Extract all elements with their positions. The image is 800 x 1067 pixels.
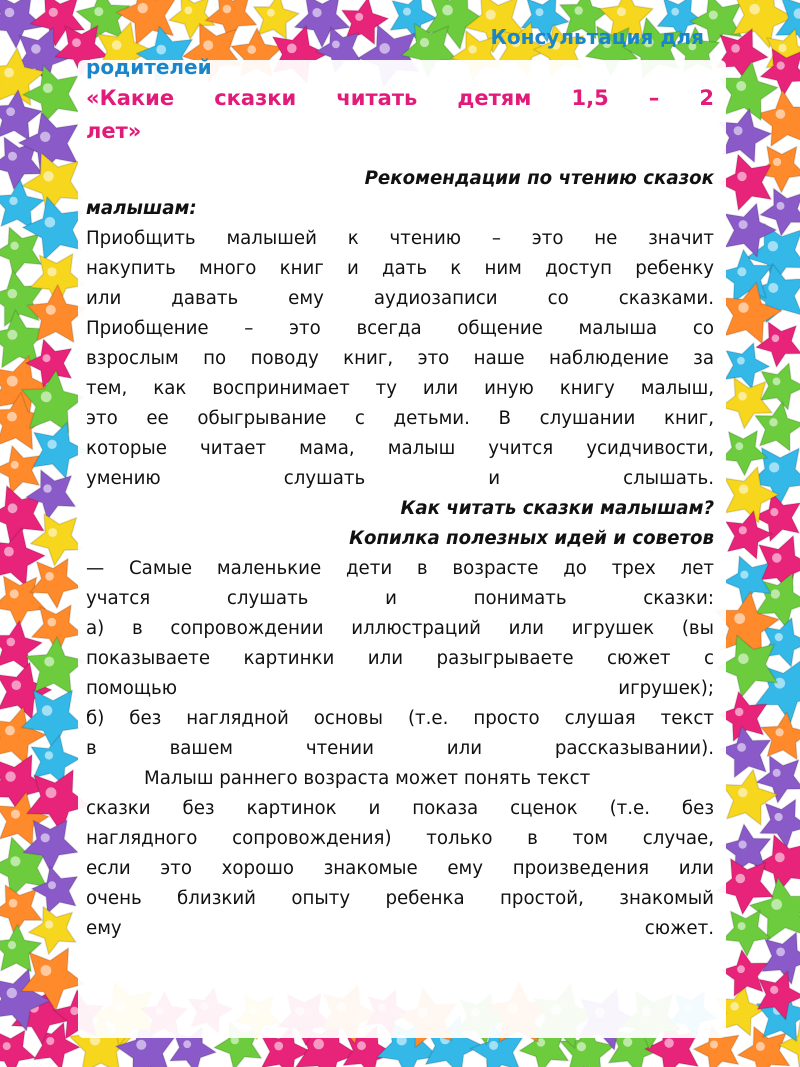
star-highlight — [575, 6, 583, 14]
star-highlight — [31, 44, 41, 54]
star-highlight — [776, 109, 786, 119]
star-highlight — [70, 1007, 78, 1015]
star-highlight — [43, 354, 51, 362]
star-highlight — [671, 8, 679, 16]
recommendations-line-1: Рекомендации по чтению сказок — [364, 168, 714, 189]
recommendations-line-2: малышам: — [86, 198, 197, 219]
star-highlight — [756, 1042, 765, 1051]
star-highlight — [770, 986, 778, 994]
paragraph-3-line: ему сюжет. — [86, 918, 714, 939]
star-highlight — [739, 485, 748, 494]
star-highlight — [771, 899, 782, 910]
star-highlight — [738, 302, 748, 312]
star-highlight — [41, 833, 50, 842]
star-highlight — [773, 378, 781, 386]
star-highlight — [11, 680, 21, 690]
star-highlight — [43, 484, 51, 492]
star-highlight — [617, 7, 626, 16]
star-highlight — [737, 743, 746, 752]
star-highlight — [47, 440, 56, 449]
star-highlight — [737, 965, 745, 973]
star-highlight — [738, 392, 747, 401]
star-highlight — [769, 462, 779, 472]
star-highlight — [45, 920, 53, 928]
star-highlight — [737, 357, 745, 365]
star-highlight — [738, 788, 747, 797]
star-highlight — [10, 589, 19, 598]
star-highlight — [4, 547, 14, 557]
star-highlight — [355, 13, 363, 21]
paragraph-1-line: взрослым по поводу книг, это наше наблюдение за — [86, 348, 714, 369]
star-highlight — [710, 1041, 718, 1049]
star-highlight — [11, 461, 19, 469]
star-highlight — [357, 1041, 366, 1050]
star-highlight — [46, 305, 56, 315]
star-highlight — [775, 633, 783, 641]
star-highlight — [9, 197, 17, 205]
paragraph-3-line: сказки без картинок и показа сценок (т.е. без — [86, 798, 714, 819]
star-highlight — [46, 787, 57, 798]
star-highlight — [4, 68, 14, 78]
star-highlight — [45, 572, 54, 581]
star-highlight — [709, 11, 718, 20]
paragraph-2-line: а) в сопровождении иллюстраций или игрушек (вы — [86, 618, 714, 639]
star-highlight — [664, 1038, 673, 1047]
paragraph-1-line: умению слушать и слышать. — [86, 468, 714, 489]
paragraph-1-line: тем, как воспринимает ту или иную книгу малыш, — [86, 378, 714, 399]
paragraph-1-line: которые читает мама, малыш учится усидчивости, — [86, 438, 714, 459]
recommendations-heading — [86, 164, 714, 224]
star-highlight — [737, 172, 746, 181]
star-highlight — [577, 1042, 586, 1051]
star-highlight — [41, 391, 52, 402]
star-highlight — [49, 8, 58, 17]
paragraph-2-line: — Самые маленькие дети в возрасте до трех лет — [86, 558, 714, 579]
star-highlight — [736, 874, 746, 884]
star-highlight — [738, 922, 746, 930]
star-highlight — [772, 553, 782, 563]
star-highlight — [43, 171, 53, 181]
star-highlight — [779, 44, 787, 52]
paragraph-3-line: если это хорошо знакомые ему произведения или — [86, 858, 714, 879]
star-highlight — [739, 220, 748, 229]
star-highlight — [7, 638, 16, 647]
star-highlight — [735, 442, 743, 450]
star-highlight — [489, 1041, 498, 1050]
star-highlight — [3, 1042, 11, 1050]
star-highlight — [94, 7, 103, 16]
star-icon — [721, 431, 768, 476]
star-highlight — [138, 3, 148, 13]
star-highlight — [7, 330, 17, 340]
document-body — [86, 22, 714, 944]
star-icon — [0, 270, 44, 326]
document-title — [86, 82, 714, 148]
star-highlight — [775, 813, 783, 821]
star-highlight — [486, 10, 496, 20]
star-icon — [761, 363, 800, 410]
star-highlight — [10, 856, 20, 866]
star-highlight — [8, 152, 17, 161]
star-highlight — [267, 9, 275, 17]
paragraph-3-line: очень близкий опыту ребенка простой, знакомый — [86, 888, 714, 909]
star-highlight — [739, 841, 747, 849]
star-highlight — [5, 8, 15, 18]
star-highlight — [776, 948, 785, 957]
star-highlight — [185, 6, 193, 14]
star-highlight — [768, 241, 778, 251]
paragraph-2-line: показываете картинки или разыгрываете сюжет с — [86, 648, 714, 669]
star-highlight — [773, 769, 781, 777]
paragraph-2-line: помощью игрушек); — [86, 678, 714, 699]
star-highlight — [735, 708, 743, 716]
subheading-ideas: Копилка полезных идей и советов — [349, 528, 714, 549]
paragraph-1-line: Приобщение – это всегда общение малыша со — [86, 318, 714, 339]
star-highlight — [7, 376, 18, 387]
star-highlight — [8, 503, 18, 513]
star-highlight — [6, 107, 15, 116]
star-highlight — [46, 1037, 54, 1045]
star-highlight — [5, 771, 15, 781]
paragraph-2-line: б) без наглядной основы (т.е. просто слушая текст — [86, 708, 714, 729]
star-highlight — [749, 4, 760, 15]
paragraph-1-line: накупить много книг и дать к ним доступ ребенку — [86, 258, 714, 279]
paragraph-3-line: наглядного сопровождения) только в том случае, — [86, 828, 714, 849]
star-highlight — [40, 132, 50, 142]
star-highlight — [731, 44, 740, 53]
star-highlight — [136, 1040, 146, 1050]
star-highlight — [772, 335, 780, 343]
star-highlight — [775, 853, 785, 863]
star-highlight — [43, 83, 53, 93]
star-highlight — [10, 242, 18, 250]
star-highlight — [536, 8, 544, 16]
star-highlight — [313, 1039, 324, 1050]
star-highlight — [442, 5, 453, 16]
star-highlight — [8, 941, 16, 949]
star-highlight — [738, 654, 749, 665]
star-highlight — [45, 751, 53, 759]
star-highlight — [734, 126, 743, 135]
star-highlight — [8, 289, 18, 299]
star-highlight — [740, 571, 748, 579]
paragraph-1-line: или давать ему аудиозаписи со сказками. — [86, 288, 714, 309]
star-highlight — [739, 526, 747, 534]
star-highlight — [45, 217, 56, 228]
heading — [86, 22, 714, 82]
star-highlight — [274, 1042, 283, 1051]
paragraph-1-line: это ее обыгрывание с детьми. В слушании книг, — [86, 408, 714, 429]
star-highlight — [5, 726, 15, 736]
star-highlight — [770, 508, 778, 516]
heading-line-2: родителей — [86, 55, 212, 79]
title-line-2: лет» — [86, 119, 142, 143]
star-highlight — [736, 81, 746, 91]
star-highlight — [72, 38, 81, 47]
star-highlight — [11, 810, 20, 819]
star-highlight — [44, 657, 54, 667]
star-highlight — [7, 412, 17, 422]
star-icon — [723, 910, 771, 956]
star-highlight — [777, 202, 785, 210]
star-highlight — [768, 283, 778, 293]
paragraph-1 — [86, 224, 714, 494]
star-highlight — [777, 62, 785, 70]
star-highlight — [312, 8, 321, 17]
star-highlight — [9, 899, 18, 908]
star-highlight — [773, 158, 781, 166]
paragraph-3-line: Малыш раннего возраста может понять текст — [144, 768, 591, 789]
star-highlight — [776, 728, 784, 736]
paragraph-2-line: в вашем чтении или рассказывании). — [86, 738, 714, 759]
star-highlight — [730, 1002, 738, 1010]
star-highlight — [48, 528, 57, 537]
paragraph-3 — [86, 764, 714, 944]
star-highlight — [42, 705, 53, 716]
paragraph-2-line: учатся слушать и понимать сказки: — [86, 588, 714, 609]
star-highlight — [47, 267, 56, 276]
star-highlight — [737, 267, 746, 276]
star-highlight — [7, 988, 17, 998]
star-highlight — [734, 613, 745, 624]
star-icon — [762, 932, 800, 984]
star-highlight — [403, 8, 411, 16]
paragraph-1-line: Приобщить малышей к чтению – это не значит — [86, 228, 714, 249]
star-highlight — [41, 965, 52, 976]
heading-line-1: Консультация для — [490, 25, 704, 49]
star-highlight — [223, 5, 232, 14]
star-highlight — [623, 1038, 632, 1047]
title-line-1: «Какие сказки читать детям 1,5 – 2 — [86, 86, 714, 110]
star-highlight — [48, 618, 57, 627]
star-highlight — [771, 589, 780, 598]
star-highlight — [48, 881, 56, 889]
subheading-how-to-read: Как читать сказки малышам? — [400, 498, 714, 519]
paragraph-2 — [86, 554, 714, 764]
star-highlight — [769, 418, 777, 426]
star-icon — [721, 950, 767, 996]
star-highlight — [183, 1040, 191, 1048]
